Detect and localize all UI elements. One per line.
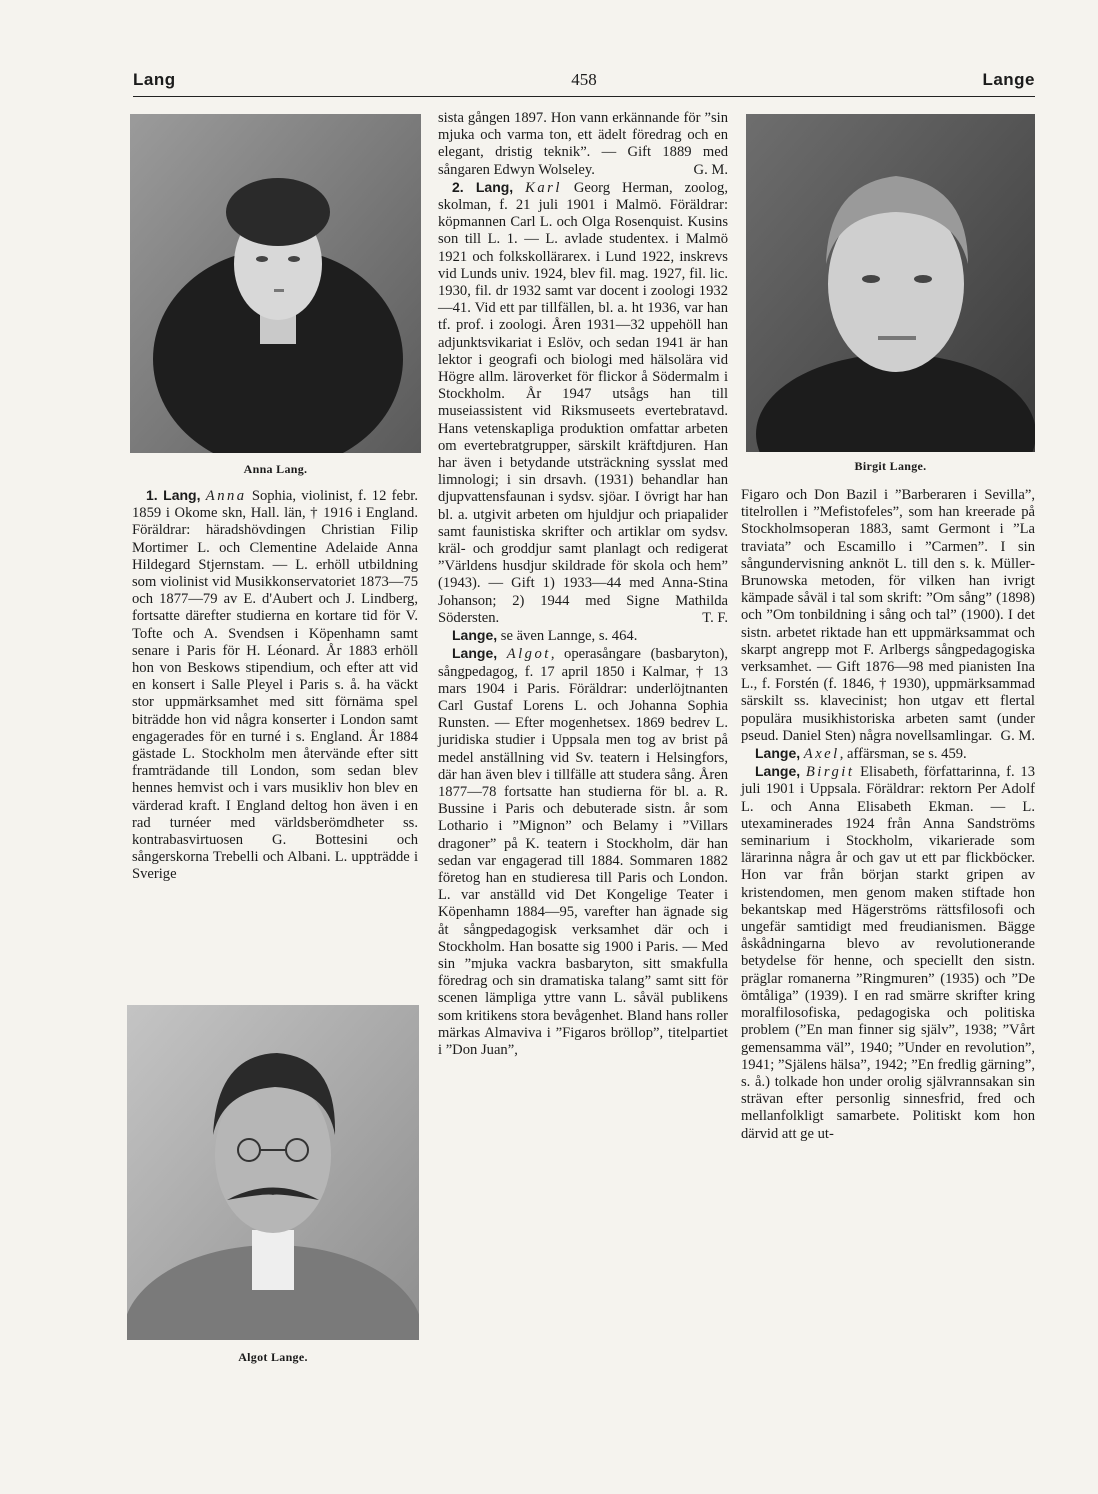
- entry-lead: Lange,: [452, 627, 498, 644]
- page-header: [133, 66, 1035, 97]
- column-2: [438, 110, 728, 1059]
- entry-lange-see-also: [438, 627, 728, 645]
- entry-anna-lang-continued: [438, 110, 728, 179]
- entry-lead: 2. Lang,: [452, 178, 514, 195]
- algot-lange-caption: Algot Lange.: [238, 1350, 308, 1364]
- anna-lang-caption: Anna Lang.: [243, 462, 308, 476]
- entry-text: Georg Herman, zoolog, skolman, f. 21 juli 1901 i Malmö. Föräldrar: köpmannen Carl L. och Olga Rosenquist. Kusins son till L. 1. — L. avlade studentex. i Malmö 1921 och folkskollärarex. i Lund 1922, inskrevs vid Lunds univ. 1924, blev fil. mag. 1927, fil. lic. 1930, fil. dr 1932 samt var docent i zoologi 1932—41. Vid ett par tillfällen, bl. a. ht 1936, var han tf. prof. i zoologi. Åren 1931—32 uppehöll han adjunktsvikariat i Eslöv, och sedan 1941 är han lektor i geografi och biologi med hälsolära vid Högre allm. läroverket för flickor å Södermalm i Stockholm. År 1947 utsågs han till museiassistent vid Riksmuseets evertebratavd. Hans vetenskapliga produktion omfattar arbeten om evertebratgrupper, särskilt kräftdjuren. Han har även i betydande utsträckning sysslat med limnologi; i sin drsavh. (1931) behandlar han djupvattensfaunan i sydsv. sjöar. I övrigt har han bl. a. utgivit arbeten om hjuldjur och priapalider samt faunistiska skrifter och artiklar om sydsv. kräl- och groddjur samt planlagt och redigerat ”Världens husdjur skildrade för skola och hem” (1943). — Gift 1) 1933—44 med Anna-Stina Johanson; 2) 1944 med Signe Mathilda Södersten.: [438, 179, 728, 626]
- entry-name: Karl: [525, 179, 562, 196]
- entry-text: , affärsman, se s. 459.: [839, 746, 967, 763]
- header-left-keyword: Lang: [133, 70, 176, 89]
- entry-text: Sophia, violinist, f. 12 febr. 1859 i Okome skn, Hall. län, † 1916 i England. Föräldrar: häradshövdingen Christian Filip Mortimer L. och Clementine Adelaide Anna Hildegard Stjernstam. — L. erhöll utbildning som violinist vid Musikkonservatoriet 1873—75 och 1877—79 av E. d'Aubert och J. Lindberg, fortsatte därefter studierna en kortare tid för V. Tofte och A. Svendsen i Köpenhamn samt senare i Paris för H. Léonard. År 1883 erhöll hon von Beskows stipendium, och efter att vid en konsert i Salle Pleyel i Paris s. å. ha väckt stor uppmärksamhet med sitt förnäma spel biträdde hon vid några konserter i London samt engagerades för en turné i s. England. År 1884 gästade L. Stockholm men återvände efter sitt framträdande till London, som sedan blev hennes hemvist och i vars musikliv hon blev en värderad kraft. I England deltog hon även i en rad turnéer med världsberömdheter ss. kontrabasvirtuosen G. Bottesini och sångerskorna Trebelli och Albani. L. uppträdde i Sverige: [132, 488, 418, 883]
- entry-signature: T. F.: [702, 609, 728, 626]
- entry-name: Birgit: [805, 764, 855, 781]
- entry-lead: 1. Lang,: [146, 487, 201, 503]
- header-right-keyword: Lange: [982, 70, 1035, 89]
- entry-birgit-lange: [741, 763, 1035, 1142]
- entry-signature: G. M.: [1000, 727, 1035, 744]
- entry-name: Anna: [205, 488, 247, 504]
- entry-text: Elisabeth, författarinna, f. 13 juli 1901 i Uppsala. Föräldrar: rektorn Per Adolf L. och Anna Elisabeth Ekman. — L. utexaminerades 1924 från Anna Sandströms seminarium i Stockholm, vikarierade som lärarinna några år och gav ut ett par flickböcker. Hon var från början starkt gripen av kristendomen, men genom maken stiftade hon bekantskap med Hägerströms rättsfilosofi och ungefär samtidigt med freudianismen. Bägge åskådningarna blevo av revolutionerande betydelse för henne, och speciellt den sistn. präglar romanerna ”Ringmuren” (1935) och ”De ömtåliga” (1939). I en rad smärre skrifter kring moralfilosofiska, pedagogiska och politiska problem (”En man finner sig själv”, 1938; ”Vårt gemensamma väl”, 1940; ”Under en revolution”, 1941; ”Själens hälsa”, 1942; ”En fredlig gärning”, s. å.) tolkade hon under orolig självrannsakan sin strävan efter personlig sinnesfrid, fred och mellanfolkligt samarbete. Politiskt kom hon därvid att ge ut-: [741, 764, 1035, 1142]
- entry-lead: Lange,: [755, 745, 801, 762]
- entry-lead: Lange,: [452, 645, 498, 662]
- entry-text: se även Lannge, s. 464.: [497, 628, 638, 645]
- entry-anna-lang: [132, 487, 418, 884]
- entry-algot-lange-continued: [741, 487, 1035, 745]
- entry-text: sista gången 1897. Hon vann erkännande för ”sin mjuka och varma ton, ett ädelt föredrag och en elegant, dristig teknik”. — Gift 1889 med sångaren Edwyn Wolseley.: [438, 110, 728, 178]
- portrait-woman-photo: [130, 114, 421, 453]
- entry-lead: Lange,: [755, 763, 801, 780]
- entry-name: Algot: [506, 646, 551, 663]
- entry-axel-lange: [741, 745, 1035, 763]
- column-3: [741, 487, 1035, 1143]
- portrait-older-woman-photo: [746, 114, 1035, 452]
- entry-name: Axel: [803, 746, 840, 763]
- portrait-man-photo: [127, 1005, 419, 1340]
- entry-algot-lange: [438, 645, 728, 1059]
- entry-karl-lang: [438, 179, 728, 627]
- entry-signature: G. M.: [693, 161, 728, 178]
- page-number: 458: [571, 70, 597, 89]
- entry-text: Figaro och Don Bazil i ”Barberaren i Sevilla”, titelrollen i ”Mefistofeles”, som han kreerade på Stockholmsoperan 1883, samt Germont i ”La traviata” och Escamillo i ”Carmen”. I sin sångundervisning anknöt L. till den s. k. Müller-Brunowska metoden, för vilken han ivrigt kämpade såväl i tal som skrift: ”Om sång” (1898) och ”Om tonbildning i sång och tal” (1900). I det sistn. arbetet riktade han ett uppmärksammat och skarpt angrepp mot F. Arlbergs sångpedagogiska verksamhet. — Gift 1876—98 med pianisten Ina L., f. Forstén (f. 1846, † 1930), uppmärksammad särskilt ss. klavecinist; hon utgav ett flertal populära musikhistoriska arbeten samt (under pseud. Daniel Sten) några novellsamlingar.: [741, 487, 1035, 744]
- column-1: [132, 487, 418, 884]
- entry-text: , operasångare (basbaryton), sångpedagog, f. 17 april 1850 i Kalmar, † 13 mars 1904 i Paris. Föräldrar: underlöjtnanten Carl Gustaf Lorens L. och Johanna Sophia Runsten. — Efter mogenhetsex. 1869 bedrev L. juridiska studier i Uppsala men tog av brist på medel anställning vid Sv. teatern i Helsingfors, där han även blev i tillfälle att studera sång. Åren 1877—78 fortsatte han studierna för bl. a. R. Bussine i Paris och debuterade sistn. år som Lothario i ”Mignon” och Belamy i ”Villars dragoner” på K. teatern i Stockholm, där han sedan var engagerad till 1884. Sommaren 1882 företog han en studieresa till Paris och London. L. var anställd vid Det Kongelige Teater i Köpenhamn 1884—95, varefter han ägnade sig åt sångpedagogisk verksamhet där och i Stockholm. Han bosatte sig 1900 i Paris. — Med sin ”mjuka vackra basbaryton, sitt smakfulla föredrag och sin dramatiska talang” samt sitt för scenen lämpliga yttre vann L. såväl publikens som kritikens stora bevågenhet. Bland hans roller märkas Almaviva i ”Figaros bröllop”, titelpartiet i ”Don Juan”,: [438, 646, 728, 1058]
- birgit-lange-caption: Birgit Lange.: [854, 459, 927, 473]
